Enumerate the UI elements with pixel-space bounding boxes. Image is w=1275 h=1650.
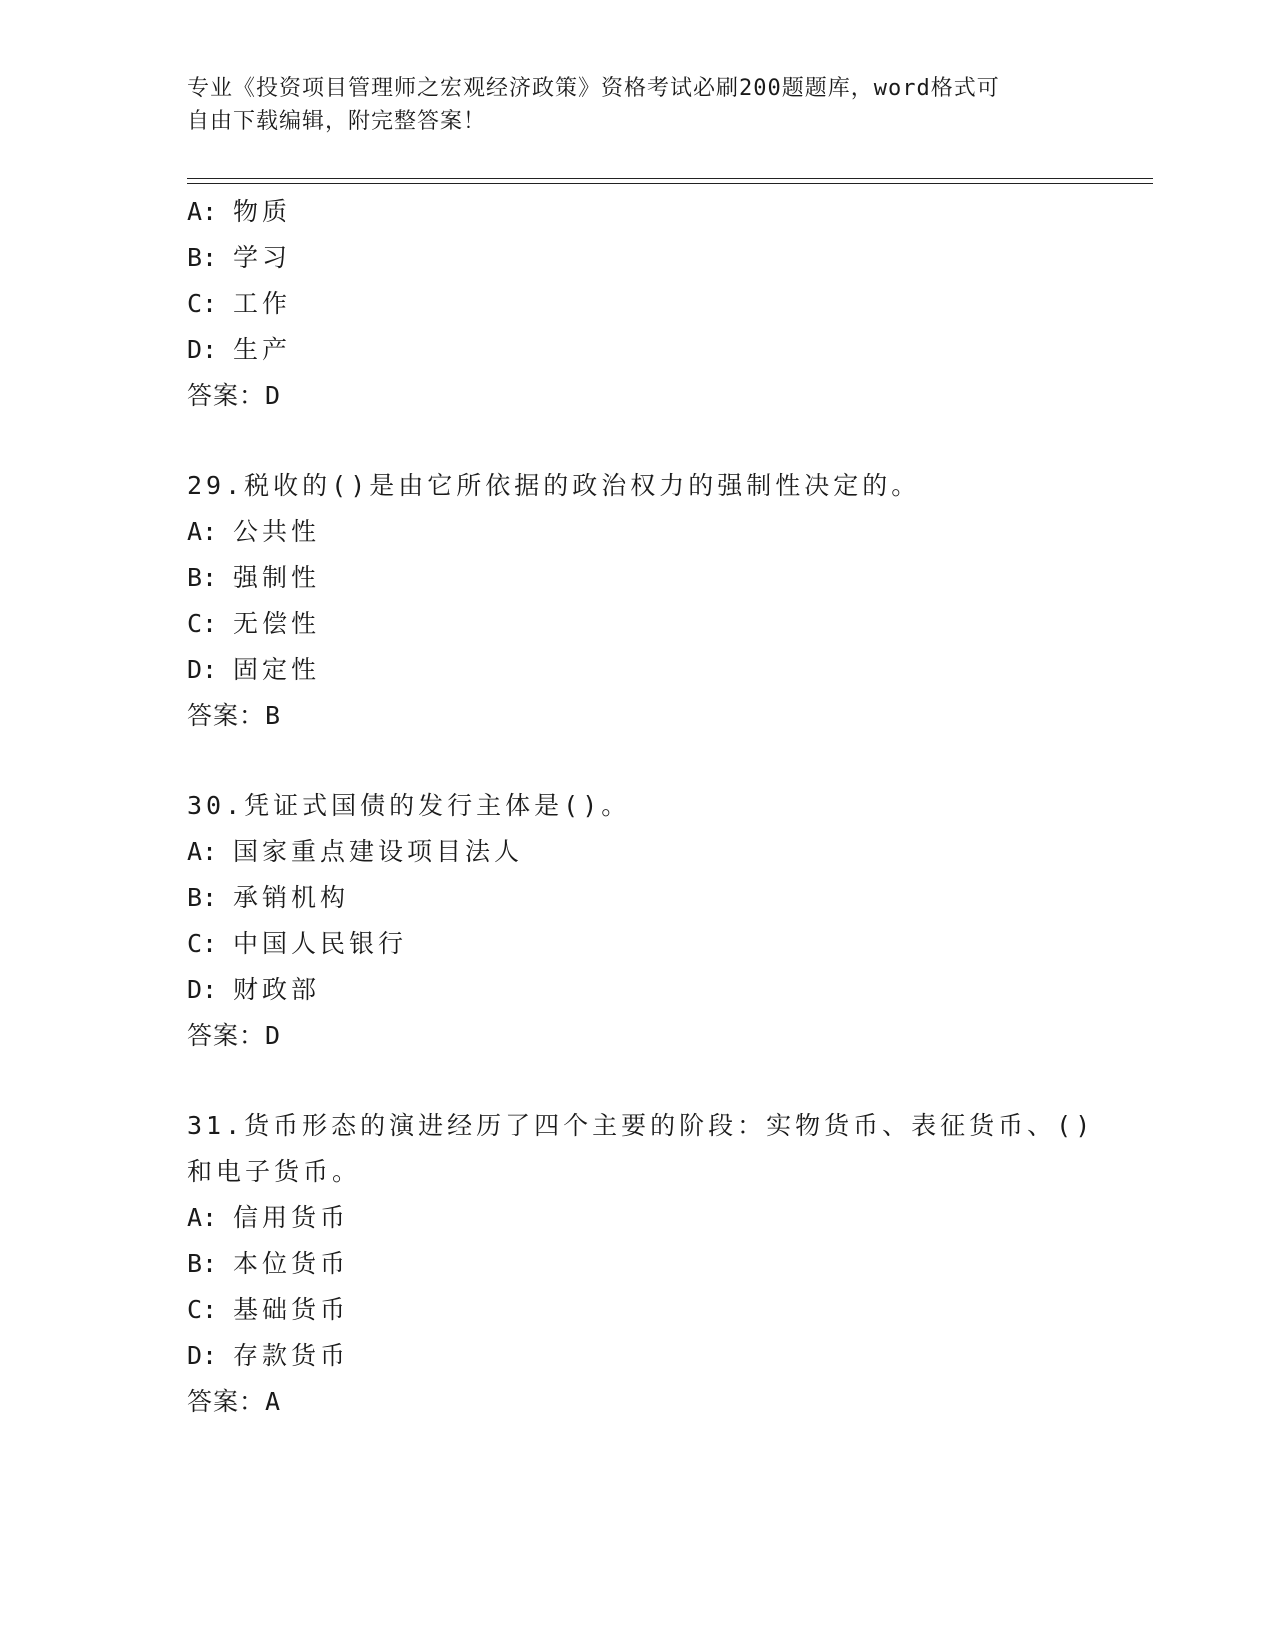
option-c	[187, 1287, 1087, 1333]
answer-line	[187, 1013, 1087, 1059]
option-letter: D:	[187, 655, 218, 684]
option-letter: C:	[187, 929, 218, 958]
question-text-line-2: 和电子货币。	[187, 1157, 362, 1186]
option-letter: A:	[187, 517, 218, 546]
header-line-2: 自由下载编辑，附完整答案！	[187, 109, 487, 134]
answer-line	[187, 693, 1087, 739]
option-letter: A:	[187, 1203, 218, 1232]
option-b	[187, 1241, 1087, 1287]
option-d	[187, 1333, 1087, 1379]
option-text: 公共性	[233, 517, 321, 546]
block-spacer	[187, 419, 1087, 463]
answer-label: 答案：	[187, 1021, 266, 1050]
block-spacer	[187, 1059, 1087, 1103]
option-letter: C:	[187, 289, 218, 318]
question-block-31	[187, 1103, 1095, 1425]
option-text: 生产	[233, 335, 292, 364]
option-letter: C:	[187, 609, 218, 638]
option-c	[187, 601, 1087, 647]
option-d	[187, 967, 1087, 1013]
option-letter: B:	[187, 883, 218, 912]
option-letter: B:	[187, 563, 218, 592]
option-text: 中国人民银行	[233, 929, 408, 958]
document-header	[187, 72, 1087, 138]
option-b	[187, 875, 1087, 921]
option-text: 本位货币	[233, 1249, 350, 1278]
option-text: 无偿性	[233, 609, 321, 638]
answer-label: 答案：	[187, 381, 266, 410]
answer-value: B	[265, 701, 282, 730]
option-text: 物质	[233, 197, 292, 226]
header-divider-bottom	[187, 183, 1153, 184]
question-text: 30.凭证式国债的发行主体是()。	[187, 791, 631, 820]
option-text: 强制性	[233, 563, 321, 592]
option-text: 工作	[233, 289, 292, 318]
header-divider-top	[187, 178, 1153, 179]
option-a	[187, 829, 1087, 875]
question-list	[187, 189, 1095, 1425]
question-block-30	[187, 783, 1087, 1059]
option-text: 国家重点建设项目法人	[233, 837, 524, 866]
option-d	[187, 327, 1087, 373]
option-d	[187, 647, 1087, 693]
answer-value: D	[265, 381, 282, 410]
option-text: 承销机构	[233, 883, 350, 912]
header-line-1: 专业《投资项目管理师之宏观经济政策》资格考试必刷200题题库，word格式可	[187, 76, 1000, 101]
option-text: 存款货币	[233, 1341, 350, 1370]
answer-line	[187, 1379, 1087, 1425]
option-text: 信用货币	[233, 1203, 350, 1232]
option-letter: A:	[187, 197, 218, 226]
option-letter: A:	[187, 837, 218, 866]
answer-value: D	[265, 1021, 282, 1050]
option-letter: D:	[187, 1341, 218, 1370]
option-text: 财政部	[233, 975, 321, 1004]
question-block-28	[187, 189, 1087, 419]
option-a	[187, 189, 1087, 235]
option-b	[187, 555, 1087, 601]
option-letter: D:	[187, 975, 218, 1004]
option-letter: B:	[187, 1249, 218, 1278]
option-text: 固定性	[233, 655, 321, 684]
option-letter: B:	[187, 243, 218, 272]
option-a	[187, 1195, 1087, 1241]
option-c	[187, 921, 1087, 967]
answer-label: 答案：	[187, 1387, 266, 1416]
option-c	[187, 281, 1087, 327]
question-text: 29.税收的()是由它所依据的政治权力的强制性决定的。	[187, 471, 921, 500]
option-text: 基础货币	[233, 1295, 350, 1324]
block-spacer	[187, 739, 1087, 783]
answer-value: A	[265, 1387, 282, 1416]
question-text-line-1: 31.货币形态的演进经历了四个主要的阶段：实物货币、表征货币、()	[187, 1111, 1095, 1140]
answer-label: 答案：	[187, 701, 266, 730]
option-letter: D:	[187, 335, 218, 364]
option-text: 学习	[233, 243, 292, 272]
answer-line	[187, 373, 1087, 419]
option-b	[187, 235, 1087, 281]
option-a	[187, 509, 1087, 555]
question-block-29	[187, 463, 1087, 739]
option-letter: C:	[187, 1295, 218, 1324]
